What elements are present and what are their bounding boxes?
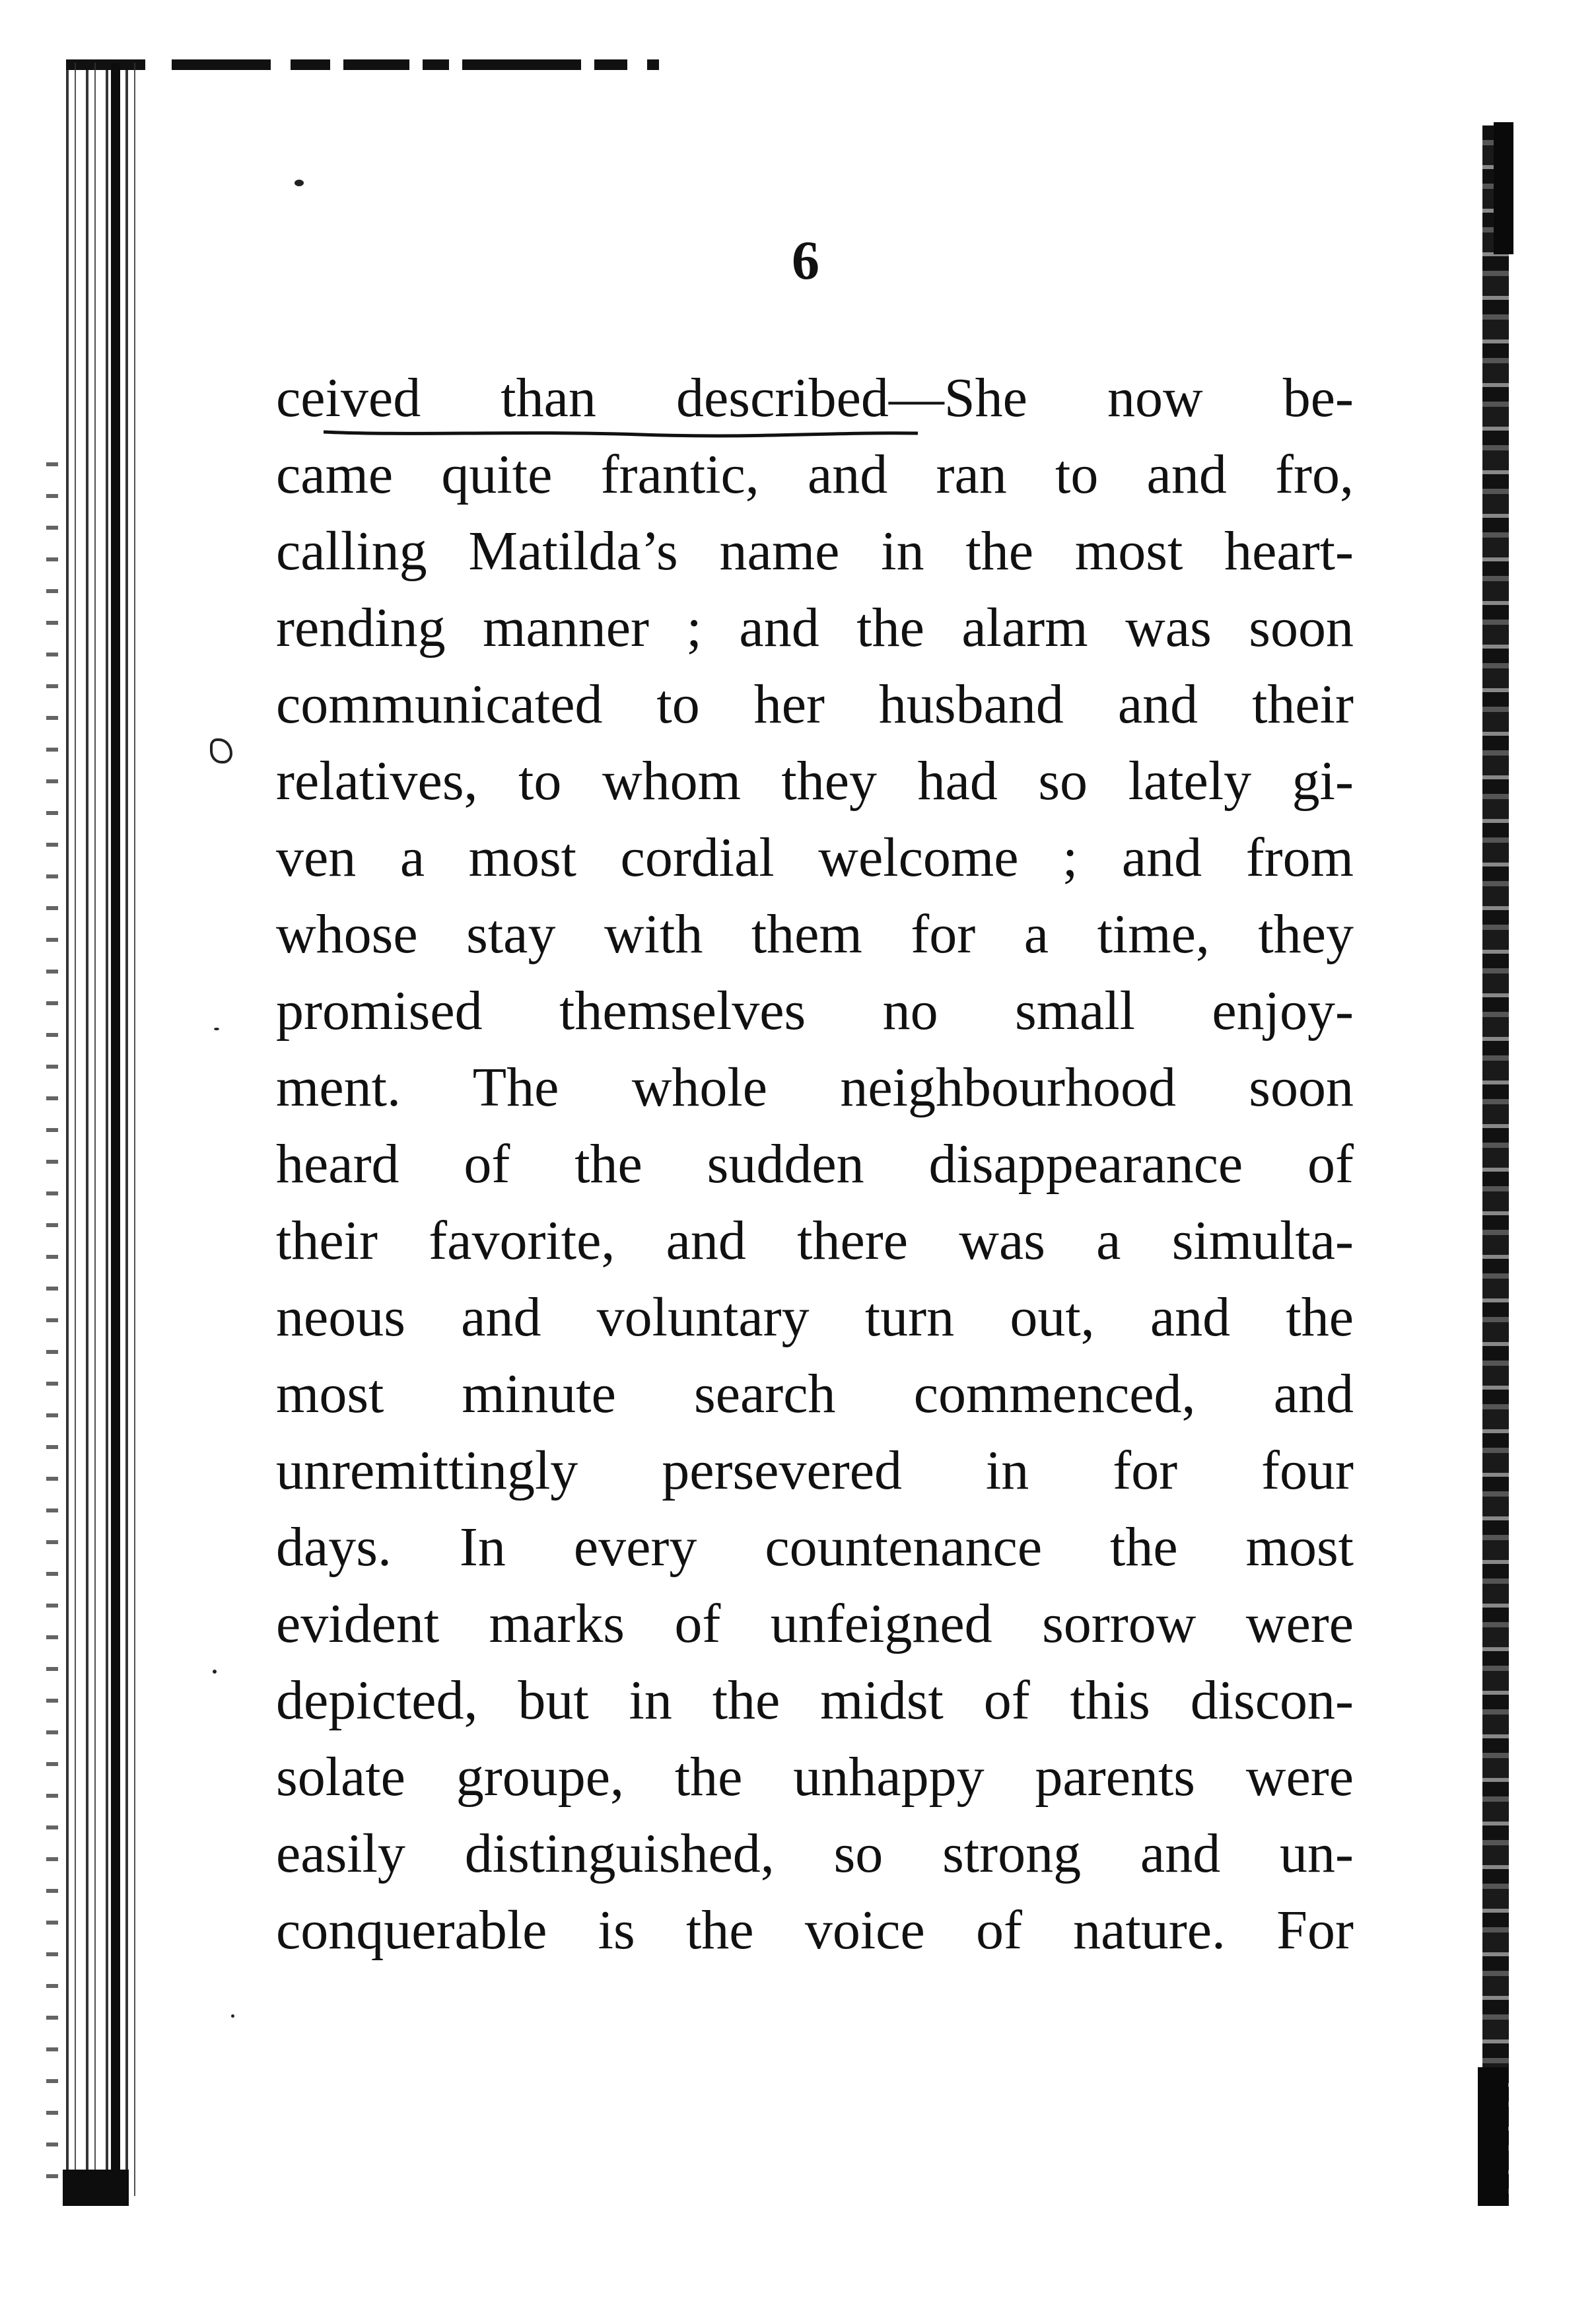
text-line: came quite frantic, and ran to and fro,: [276, 444, 1354, 505]
text-line: easily distinguished, so strong and un-: [276, 1823, 1354, 1884]
text-line: ceived than described—She now be-: [276, 367, 1354, 429]
scan-right-page-edge: [1482, 125, 1509, 2206]
text-line: ment. The whole neighbourhood soon: [276, 1057, 1354, 1118]
text-line: depicted, but in the midst of this discon-: [276, 1670, 1354, 1731]
text-line: neous and voluntary turn out, and the: [276, 1287, 1354, 1348]
text-line: heard of the sudden disappearance of: [276, 1133, 1354, 1195]
ink-speck: [214, 1028, 219, 1030]
text-line: evident marks of unfeigned sorrow were: [276, 1593, 1354, 1654]
text-line: conquerable is the voice of nature. For: [276, 1899, 1354, 1961]
ink-speck: [210, 738, 232, 763]
text-line: whose stay with them for a time, they: [276, 903, 1354, 965]
page-number: 6: [792, 230, 819, 291]
text-line: promised themselves no small enjoy-: [276, 980, 1354, 1042]
ink-speck: [295, 180, 304, 186]
text-line: most minute search commenced, and: [276, 1363, 1354, 1425]
scan-left-binding-line: [111, 63, 120, 2203]
text-line: unremittingly persevered in for four: [276, 1440, 1354, 1501]
text-line: their favorite, and there was a simulta-: [276, 1210, 1354, 1271]
scan-right-bottom-block: [1478, 2067, 1508, 2206]
text-line: days. In every countenance the most: [276, 1516, 1354, 1578]
scan-top-edge-marks: [66, 59, 660, 74]
text-line: communicated to her husband and their: [276, 674, 1354, 735]
scan-left-margin-dots: [46, 462, 58, 2179]
ink-speck: [213, 1670, 217, 1674]
ink-speck: [231, 2014, 234, 2018]
text-line: ven a most cordial welcome ; and from: [276, 827, 1354, 888]
scan-bottom-left-block: [63, 2170, 129, 2206]
scan-right-top-block: [1494, 122, 1513, 254]
text-line: relatives, to whom they had so lately gi-: [276, 750, 1354, 812]
body-text: [276, 360, 1354, 1969]
scan-left-binding-edge: [66, 63, 145, 2196]
text-line: calling Matilda’s name in the most heart-: [276, 520, 1354, 582]
text-line: solate groupe, the unhappy parents were: [276, 1746, 1354, 1808]
text-line: rending manner ; and the alarm was soon: [276, 597, 1354, 658]
